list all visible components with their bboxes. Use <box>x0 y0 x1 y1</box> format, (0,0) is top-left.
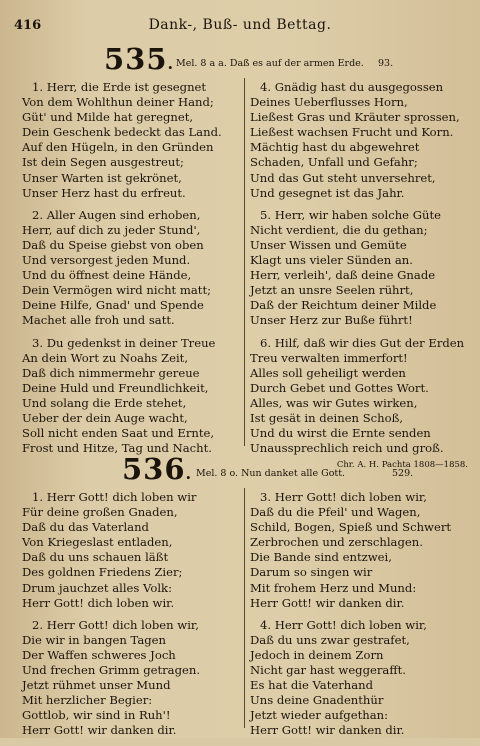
verse-line: Und solang die Erde stehet, <box>22 395 187 410</box>
verse-line: Alles, was wir Gutes wirken, <box>250 395 418 410</box>
verse-line: 1. Herr Gott! dich loben wir <box>32 490 197 504</box>
verse-line: Treu verwalten immerfort! <box>250 350 408 365</box>
verse-line: Herr, verleih', daß deine Gnade <box>250 268 436 283</box>
verse-line: Mit frohem Herz und Mund: <box>250 580 417 595</box>
verse-line: Gottlob, wir sind in Ruh'! <box>22 708 171 723</box>
hymn-535-heading <box>0 42 480 82</box>
verse-line: 5. Herr, wir haben solche Güte <box>260 207 441 222</box>
verse-line: Für deine großen Gnaden, <box>22 505 178 520</box>
verse-line: Daß dich nimmermehr gereue <box>22 365 200 380</box>
verse-line: Herr Gott! wir danken dir. <box>250 723 405 738</box>
stanza-3 <box>22 336 242 457</box>
stanza-2 <box>22 618 242 739</box>
stanza-4 <box>250 80 470 201</box>
verse-line: Deines Ueberflusses Horn, <box>250 95 408 110</box>
verse-line: Des goldnen Friedens Zier; <box>22 565 183 580</box>
verse-line: Mächtig hast du abgewehret <box>250 140 420 155</box>
verse-line: Und das Gut steht unversehret, <box>250 170 436 185</box>
verse-line: Uns deine Gnadenthür <box>250 693 384 708</box>
hymn-535-right-column <box>250 80 470 470</box>
verse-line: Zerbrochen und zerschlagen. <box>250 535 423 550</box>
verse-line: Unser Warten ist gekrönet, <box>22 170 182 185</box>
verse-line: 4. Herr Gott! dich loben wir, <box>260 617 427 632</box>
verse-line: Machet alle froh und satt. <box>22 313 175 328</box>
verse-line: Ist gesät in deinen Schoß, <box>250 410 404 425</box>
hymn-number: 535. <box>104 42 175 76</box>
verse-line: Jedoch in deinem Zorn <box>250 647 384 662</box>
verse-line: Daß du das Vaterland <box>22 520 149 535</box>
verse-line: Von Kriegeslast entladen, <box>22 535 173 550</box>
verse-line: Schaden, Unfall und Gefahr; <box>250 155 418 170</box>
verse-line: Dein Vermögen wird nicht matt; <box>22 283 212 298</box>
melody-reference: Mel. 8 o. Nun danket alle Gott. <box>196 468 346 479</box>
verse-line: Und gesegnet ist das Jahr. <box>250 185 405 200</box>
verse-line: Drum jauchzet alles Volk: <box>22 580 172 595</box>
verse-line: Frost und Hitze, Tag und Nacht. <box>22 441 212 456</box>
stanza-2 <box>22 208 242 329</box>
verse-line: Alles soll geheiligt werden <box>250 365 406 380</box>
hymn-536-heading <box>0 452 480 492</box>
hymn-number: 536. <box>122 452 193 486</box>
verse-line: 2. Aller Augen sind erhoben, <box>32 207 201 222</box>
running-title: Dank-, Buß- und Bettag. <box>148 17 332 33</box>
melody-number: 529. <box>392 468 414 479</box>
stanza-1 <box>22 490 242 611</box>
verse-line: Und du wirst die Ernte senden <box>250 426 431 441</box>
verse-line: Nicht verdient, die du gethan; <box>250 222 428 237</box>
verse-line: 6. Hilf, daß wir dies Gut der Erden <box>260 335 465 350</box>
verse-line: Und versorgest jeden Mund. <box>22 253 191 268</box>
verse-line: Durch Gebet und Gottes Wort. <box>250 380 429 395</box>
verse-line: Daß du Speise giebst von oben <box>22 237 204 252</box>
verse-line: 3. Herr Gott! dich loben wir, <box>260 490 427 504</box>
hymn-author: Chr. A. H. Pachta 1808—1858. <box>336 460 468 471</box>
page-number: 416 <box>14 18 42 33</box>
verse-line: Unser Wissen und Gemüte <box>250 237 407 252</box>
stanza-3 <box>250 490 470 611</box>
stanza-4 <box>250 618 470 739</box>
verse-line: Die wir in bangen Tagen <box>22 632 166 647</box>
hymn-536-right-column <box>250 490 470 746</box>
verse-line: Dein Geschenk bedeckt das Land. <box>22 125 222 140</box>
verse-line: 3. Du gedenkst in deiner Treue <box>32 335 216 350</box>
verse-line: Und du öffnest deine Hände, <box>22 268 192 283</box>
verse-line: Ueber der dein Auge wacht, <box>22 410 188 425</box>
verse-line: Güt' und Milde hat geregnet, <box>22 110 194 125</box>
verse-line: Klagt uns vieler Sünden an. <box>250 253 413 268</box>
verse-line: Jetzt rühmet unser Mund <box>22 678 171 693</box>
verse-line: Herr Gott! wir danken dir. <box>250 595 405 610</box>
verse-line: Die Bande sind entzwei, <box>250 550 392 565</box>
verse-line: Herr, auf dich zu jeder Stund', <box>22 222 201 237</box>
melody-reference: Mel. 8 a a. Daß es auf der armen Erde. <box>176 58 364 69</box>
verse-line: Ist dein Segen ausgestreut; <box>22 155 184 170</box>
column-divider <box>244 78 245 446</box>
verse-line: Nicht gar hast weggerafft. <box>250 663 406 678</box>
stanza-6 <box>250 336 470 457</box>
verse-line: Darum so singen wir <box>250 565 373 580</box>
verse-line: Daß der Reichtum deiner Milde <box>250 298 437 313</box>
verse-line: Herr Gott! wir danken dir. <box>22 723 177 738</box>
column-divider <box>244 488 245 728</box>
stanza-1 <box>22 80 242 201</box>
verse-line: 4. Gnädig hast du ausgegossen <box>260 80 444 94</box>
verse-line: Auf den Hügeln, in den Gründen <box>22 140 214 155</box>
verse-line: Schild, Bogen, Spieß und Schwert <box>250 520 452 535</box>
verse-line: Mit herzlicher Begier: <box>22 693 153 708</box>
verse-line: Jetzt an unsre Seelen rührt, <box>250 283 414 298</box>
verse-line: 2. Herr Gott! dich loben wir, <box>32 617 199 632</box>
verse-line: Es hat die Vaterhand <box>250 678 374 693</box>
verse-line: Daß du die Pfeil' und Wagen, <box>250 505 421 520</box>
verse-line: Von dem Wohlthun deiner Hand; <box>22 95 214 110</box>
verse-line: Jetzt wieder aufgethan: <box>250 708 388 723</box>
verse-line: Ließest wachsen Frucht und Korn. <box>250 125 454 140</box>
verse-line: Deine Huld und Freundlichkeit, <box>22 380 209 395</box>
verse-line: An dein Wort zu Noahs Zeit, <box>22 350 189 365</box>
verse-line: 1. Herr, die Erde ist gesegnet <box>32 80 207 94</box>
verse-line: Daß du uns schauen läßt <box>22 550 169 565</box>
verse-line: Daß du uns zwar gestrafet, <box>250 632 410 647</box>
melody-number: 93. <box>378 58 394 69</box>
verse-line: Ließest Gras und Kräuter sprossen, <box>250 110 460 125</box>
hymn-535-left-column <box>22 80 242 463</box>
page-header <box>0 16 480 38</box>
verse-line: Soll nicht enden Saat und Ernte, <box>22 426 215 441</box>
stanza-5 <box>250 208 470 329</box>
verse-line: Deine Hilfe, Gnad' und Spende <box>22 298 204 313</box>
verse-line: Unaussprechlich reich und groß. <box>250 441 444 456</box>
verse-line: Und frechen Grimm getragen. <box>22 663 201 678</box>
hymn-536-left-column <box>22 490 242 746</box>
verse-line: Der Waffen schweres Joch <box>22 647 176 662</box>
verse-line: Unser Herz zur Buße führt! <box>250 313 413 328</box>
verse-line: Herr Gott! dich loben wir. <box>22 595 175 610</box>
verse-line: Unser Herz hast du erfreut. <box>22 185 186 200</box>
